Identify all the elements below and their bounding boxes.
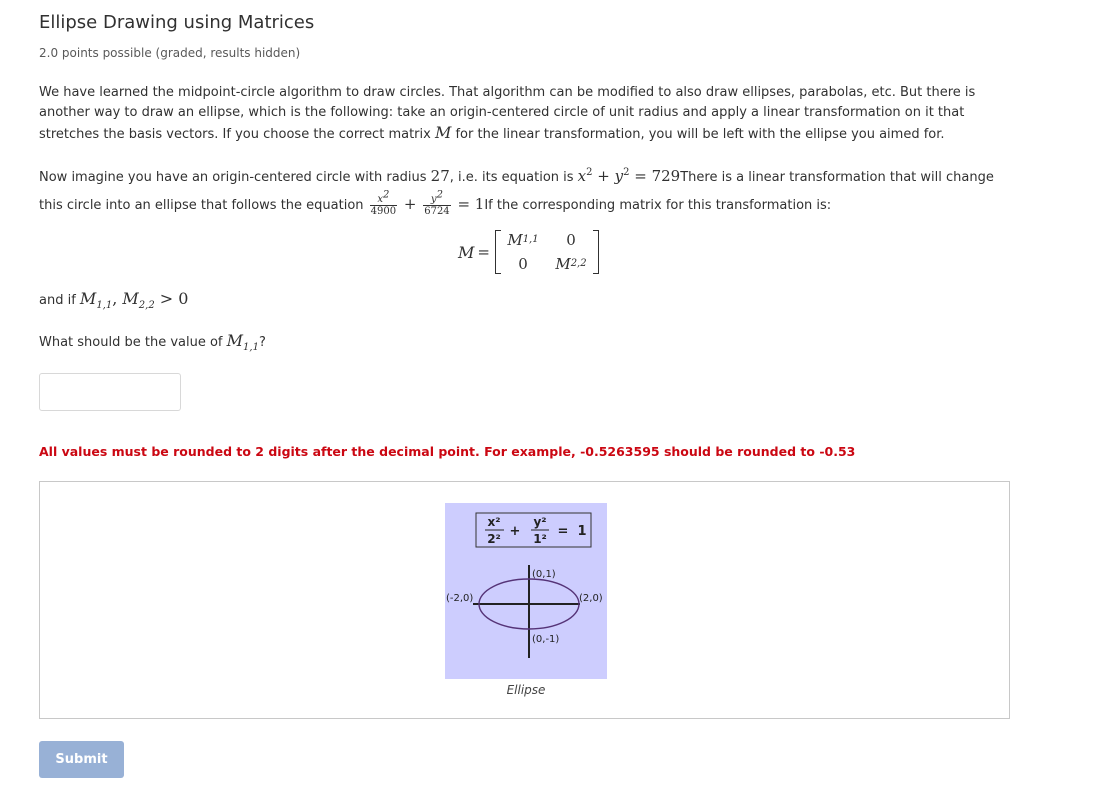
matrix-label: M: [458, 242, 475, 262]
matrix-symbol-inline: M: [434, 123, 452, 142]
figure-container: [39, 481, 1010, 719]
circle-equation: $x^2 + y^2 = 729$: [577, 167, 681, 185]
question-variable: $M_{1,1}$: [226, 331, 259, 354]
eq-y-numerator: y²: [533, 515, 547, 529]
matrix-display: [458, 228, 599, 276]
matrix-grid: [495, 228, 599, 276]
intro-text-a: We have learned the midpoint-circle algorithm to draw circles. That algorithm can be modified to also draw ellipses, parabolas, etc. But there is another way to draw an ellipse, which is the following: take an origin-centered circle of unit radius and apply a linear transformation on it that stretches the basis vectors. If you choose the correct matrix: [39, 85, 976, 142]
point-right-label: (2,0): [579, 593, 603, 604]
intro-text-b: for the linear transformation, you will be left with the ellipse you aimed for.: [451, 127, 945, 142]
circle-equation-rhs: 729: [651, 167, 681, 185]
matrix-cell-1-1: M 1,1: [507, 231, 539, 249]
condition-line: [39, 289, 189, 312]
matrix-cell-2-2: M 2,2: [555, 255, 587, 273]
matrix-cell-2-1: 0: [518, 255, 528, 273]
point-top-label: (0,1): [532, 569, 556, 580]
submit-button[interactable]: Submit: [39, 741, 124, 778]
matrix-cell-1-2: 0: [566, 231, 576, 249]
setup-text-a: Now imagine you have an origin-centered circle with radius: [39, 170, 431, 185]
question-prefix: What should be the value of: [39, 335, 227, 350]
ellipse-rhs: 1: [474, 195, 485, 213]
condition-prefix: and if: [39, 293, 80, 308]
matrix-right-bracket: [593, 230, 599, 274]
eq-plus: +: [509, 524, 521, 539]
intro-paragraph: [39, 83, 1014, 145]
setup-text-d: If the corresponding matrix for this transformation is:: [484, 198, 832, 213]
points-possible: 2.0 points possible (graded, results hidden): [39, 46, 301, 60]
setup-text-b: , i.e. its equation is: [449, 170, 578, 185]
setup-text-c: There is a linear transformation that will change this circle into an ellipse that follows the equation: [39, 170, 994, 213]
matrix-left-bracket: [495, 230, 501, 274]
eq-rhs: 1: [577, 524, 587, 539]
eq-x-denominator: 2²: [487, 532, 501, 546]
eq-x-numerator: x²: [487, 515, 501, 529]
question-line: [39, 331, 266, 354]
question-suffix: ?: [258, 335, 266, 350]
point-left-label: (-2,0): [446, 593, 474, 604]
radius-value: 27: [430, 167, 450, 185]
eq-y-denominator: 1²: [533, 532, 547, 546]
setup-paragraph: Now imagine you have an origin-centered circle with radius 27, i.e. its equation is $x^2 + y^2$ = 729There is a linear transformation that will change this circle into an ellipse that follows the equation $\frac{x^2}{4900}$ + $\frac{y^2}{6724}$ = 1If the corresponding matrix for this transformation is:: [39, 167, 994, 217]
figure-caption: Ellipse: [506, 683, 546, 697]
rounding-warning: All values must be rounded to 2 digits after the decimal point. For example, -0.5263595 should be rounded to -0.53: [39, 444, 856, 459]
condition-expression: $M_{1,1}$, $M_{2,2} > 0$: [79, 289, 189, 312]
point-bottom-label: (0,-1): [532, 634, 560, 645]
matrix-equals: =: [477, 243, 490, 261]
ellipse-figure: [445, 503, 607, 679]
ellipse-y-denominator: 6724: [424, 206, 450, 217]
ellipse-x-term: $\frac{x^2}{4900}$: [370, 189, 397, 217]
condition-rhs: 0: [178, 289, 189, 308]
answer-input[interactable]: [39, 373, 181, 411]
ellipse-y-term: $\frac{y^2}{6724}$: [424, 189, 450, 217]
ellipse-x-denominator: 4900: [370, 206, 397, 217]
ellipse-diagram: [445, 503, 607, 679]
problem-title: Ellipse Drawing using Matrices: [39, 12, 315, 33]
eq-equals: =: [557, 524, 569, 539]
